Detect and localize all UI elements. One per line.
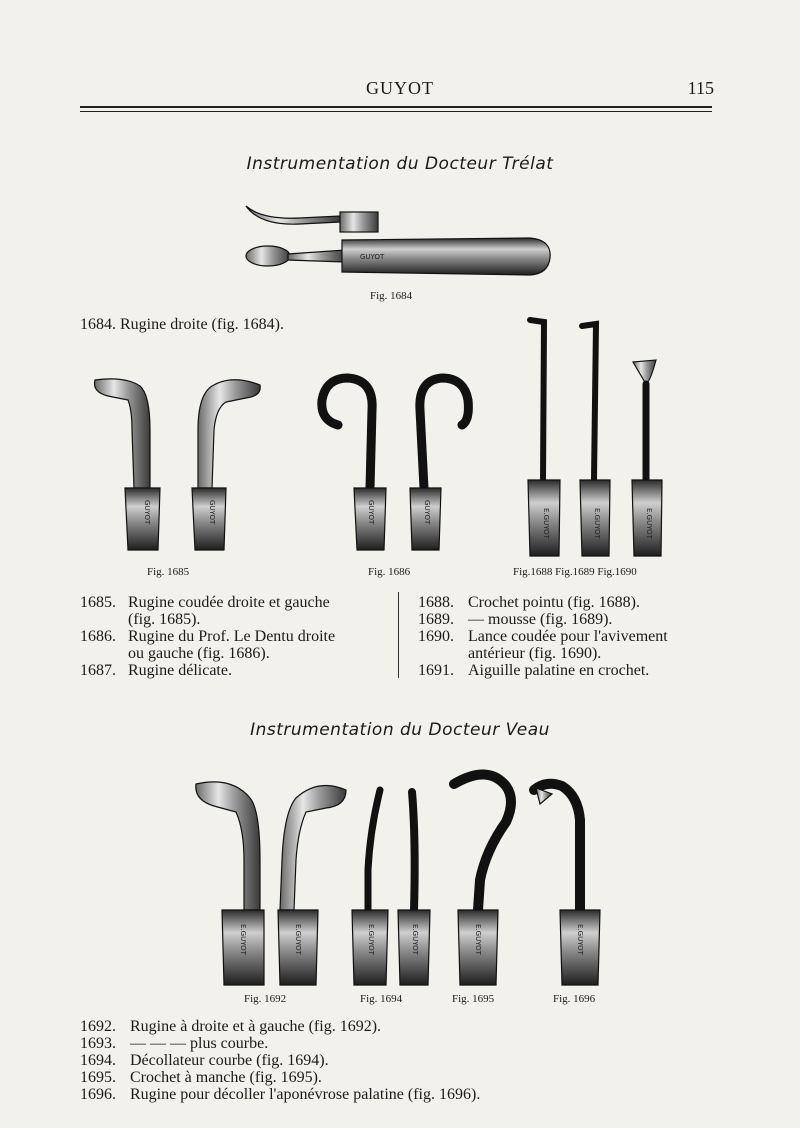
section-title-trelat: Instrumentation du Docteur Trélat (246, 154, 554, 174)
entry-line: 1689. — mousse (fig. 1689). (418, 611, 613, 628)
fig-1688-brand: E.GUYOT (542, 508, 550, 539)
entry-line: 1694. Décollateur courbe (fig. 1694). (80, 1052, 329, 1069)
caption-fig-1685: Fig. 1685 (147, 566, 190, 578)
caption-fig-1684: Fig. 1684 (370, 290, 413, 302)
entries-left-column (80, 594, 335, 679)
caption-fig-1696: Fig. 1696 (553, 993, 596, 1005)
fig-1696-illustration (534, 784, 600, 985)
fig-1684-illustration (246, 206, 550, 275)
entry-1684 (80, 316, 284, 333)
fig-1684-brand: GUYOT (360, 253, 385, 261)
caption-fig-1695: Fig. 1695 (452, 993, 495, 1005)
fig-1690-brand: E.GUYOT (645, 508, 653, 539)
fig-1689-brand: E.GUYOT (593, 508, 601, 539)
fig-1694-illustration (352, 790, 430, 985)
entry-line: 1692. Rugine à droite et à gauche (fig. 1692). (80, 1018, 382, 1035)
fig-1688-1690-illustration (528, 320, 662, 556)
entry-line: 1687. Rugine délicate. (80, 662, 232, 679)
entry-line: ou gauche (fig. 1686). (128, 645, 270, 662)
fig-1694-brand-b: E.GUYOT (411, 924, 419, 955)
fig-1685-illustration (95, 379, 261, 550)
caption-fig-1694: Fig. 1694 (360, 993, 403, 1005)
fig-1686-brand-a: GUYOT (367, 500, 375, 525)
entry-line: (fig. 1685). (128, 611, 201, 628)
entry-text: Rugine droite (fig. 1684). (120, 316, 284, 333)
entry-number: 1684. (80, 316, 116, 333)
fig-1692-illustration (196, 782, 346, 985)
entry-line: 1691. Aiguille palatine en crochet. (418, 662, 650, 679)
entries-veau (80, 1018, 480, 1103)
fig-1685-brand-a: GUYOT (143, 500, 151, 525)
fig-1696-brand: E.GUYOT (576, 924, 584, 955)
caption-fig-1692: Fig. 1692 (244, 993, 287, 1005)
entry-line: antérieur (fig. 1690). (468, 645, 602, 662)
entry-line: 1695. Crochet à manche (fig. 1695). (80, 1069, 322, 1086)
section-title-veau: Instrumentation du Docteur Veau (250, 720, 550, 740)
fig-1692-brand-a: E.GUYOT (239, 924, 247, 955)
fig-1695-illustration (454, 774, 511, 985)
entry-line: 1696. Rugine pour décoller l'aponévrose palatine (fig. 1696). (80, 1086, 481, 1103)
entry-line: 1693. — — — plus courbe. (80, 1035, 269, 1052)
fig-1686-brand-b: GUYOT (423, 500, 431, 525)
fig-1685-brand-b: GUYOT (208, 500, 216, 525)
column-divider (398, 592, 399, 678)
entry-line: 1688. Crochet pointu (fig. 1688). (418, 594, 640, 611)
fig-1694-brand-a: E.GUYOT (367, 924, 375, 955)
entry-line: 1690. Lance coudée pour l'avivement (418, 628, 668, 645)
entry-line: 1685. Rugine coudée droite et gauche (80, 594, 330, 611)
running-header: GUYOT (366, 78, 434, 98)
caption-fig-1686: Fig. 1686 (368, 566, 411, 578)
entries-right-column (418, 594, 668, 679)
fig-1686-illustration (322, 378, 469, 550)
page-number: 115 (687, 78, 714, 98)
caption-fig-1688-1690: Fig.1688 Fig.1689 Fig.1690 (513, 566, 637, 578)
entry-line: 1686. Rugine du Prof. Le Dentu droite (80, 628, 336, 645)
fig-1695-brand: E.GUYOT (474, 924, 482, 955)
fig-1692-brand-b: E.GUYOT (294, 924, 302, 955)
